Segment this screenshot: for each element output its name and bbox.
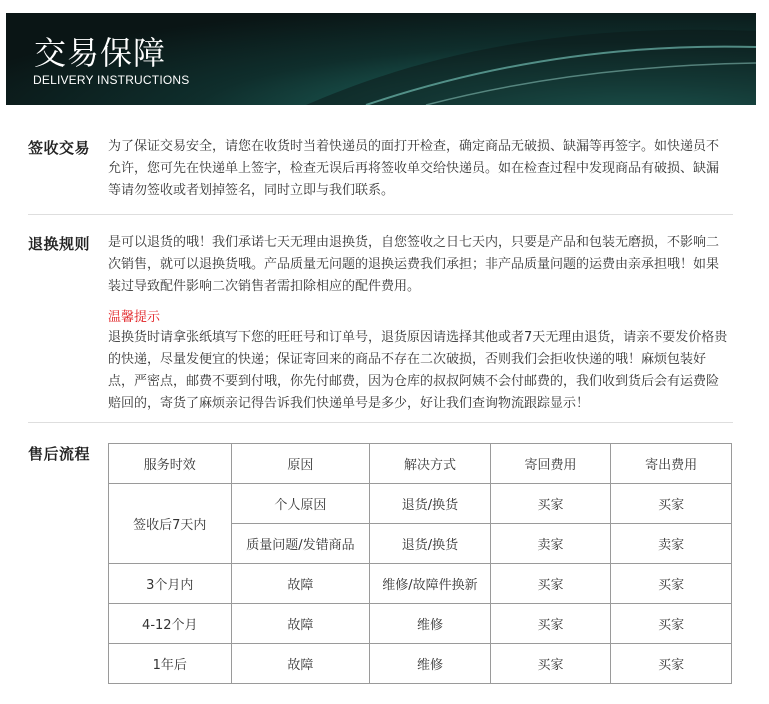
header-cell: 寄回费用 [490,444,611,484]
table-cell: 买家 [490,564,611,604]
table-cell-period: 3个月内 [109,564,232,604]
table-cell: 个人原因 [231,484,370,524]
table-cell: 买家 [490,604,611,644]
table-cell: 买家 [611,644,732,684]
table-cell: 买家 [490,644,611,684]
table-cell: 买家 [490,484,611,524]
after-sales-table [108,443,732,684]
hint-paragraph: 退换货时请拿张纸填写下您的旺旺号和订单号，退货原因请选择其他或者7天无理由退货，请亲不要发价格贵的快递，尽量发便宜的快递；保证寄回来的商品不存在二次破损，否则我们会拒收快递的哦！麻烦包装好点，严密点，邮费不要到付哦，你先付邮费，因为仓库的叔叔阿姨不会付邮费的，我们收到货后会有运费险赔回的，寄货了麻烦亲记得告诉我们快递单号是多少，好让我们查询物流跟踪显示！ [108,330,728,411]
table-cell: 维修/故障件换新 [370,564,491,604]
table-cell: 退货/换货 [370,524,491,564]
table-cell: 故障 [231,644,370,684]
table-cell: 卖家 [490,524,611,564]
hint-title: 温馨提示 [108,310,161,325]
table-row [109,484,732,524]
table-cell: 故障 [231,564,370,604]
table-cell: 故障 [231,604,370,644]
header-cell: 解决方式 [370,444,491,484]
header-cell: 原因 [231,444,370,484]
table-cell: 维修 [370,604,491,644]
table-cell: 买家 [611,484,732,524]
table-cell: 买家 [611,564,732,604]
divider [28,422,733,423]
table-cell: 质量问题/发错商品 [231,524,370,564]
table-cell: 维修 [370,644,491,684]
section-label-sign: 签收交易 [28,139,91,157]
table-cell: 买家 [611,604,732,644]
table-row [109,644,732,684]
section-label-after-sales: 售后流程 [28,445,91,463]
table-cell: 卖家 [611,524,732,564]
table-header-row [109,444,732,484]
banner-title: 交易保障 [34,34,167,72]
divider [28,214,733,215]
table-cell-period: 1年后 [109,644,232,684]
header-cell: 寄出费用 [611,444,732,484]
header-cell: 服务时效 [109,444,232,484]
returns-paragraph: 是可以退货的哦！我们承诺七天无理由退换货，自您签收之日七天内，只要是产品和包装无磨损，不影响二次销售，就可以退换货哦。产品质量无问题的退换运费我们承担；非产品质量问题的运费由亲承担哦！如果装过导致配件影响二次销售者需扣除相应的配件费用。 [108,235,720,294]
banner-subtitle: DELIVERY INSTRUCTIONS [33,73,190,87]
header-banner [6,13,756,105]
table-cell-period: 4-12个月 [109,604,232,644]
table-row [109,604,732,644]
section-label-returns: 退换规则 [28,235,91,253]
table-cell: 退货/换货 [370,484,491,524]
table-row [109,564,732,604]
sign-paragraph: 为了保证交易安全，请您在收货时当着快递员的面打开检查，确定商品无破损、缺漏等再签字。如快递员不允许，您可先在快递单上签字，检查无误后再将签收单交给快递员。如在检查过程中发现商品有破损、缺漏等请勿签收或者划掉签名，同时立即与我们联系。 [108,139,720,198]
table-cell-period: 签收后7天内 [109,484,232,564]
